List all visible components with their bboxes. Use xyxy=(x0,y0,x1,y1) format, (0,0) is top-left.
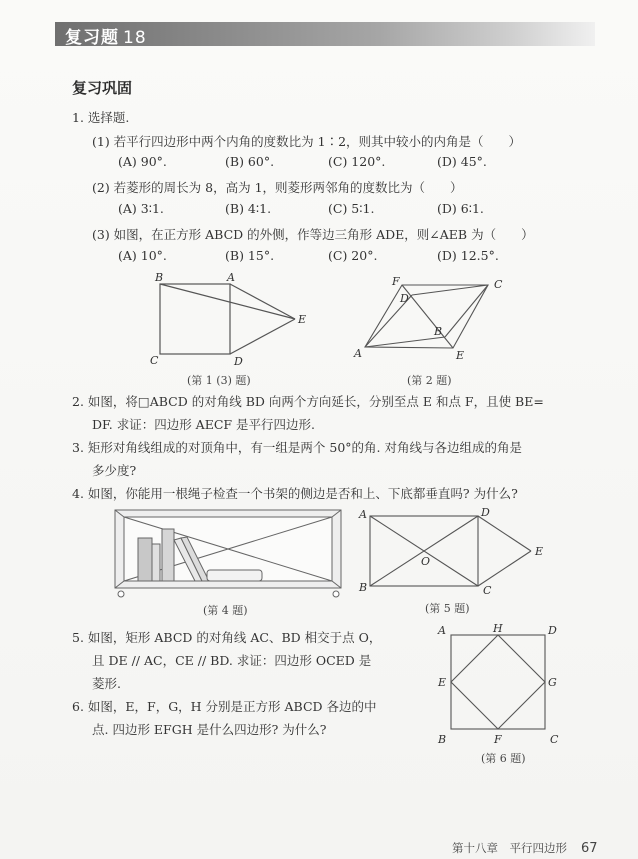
q1-sub2-option-d: (D) 6∶1. xyxy=(437,201,484,216)
svg-text:D: D xyxy=(548,624,557,637)
q1-sub2-option-c: (C) 5∶1. xyxy=(328,201,375,216)
q6-line2: 点. 四边形 EFGH 是什么四边形? 为什么? xyxy=(92,722,327,737)
figure-4-bookshelf xyxy=(112,508,344,600)
header-title-text: 复习题 xyxy=(65,28,119,48)
q2-line2: DF. 求证：四边形 AECF 是平行四边形. xyxy=(92,417,316,432)
rectangle-rhombus-diagram xyxy=(355,505,550,595)
svg-text:D: D xyxy=(400,292,409,305)
svg-text:G: G xyxy=(548,676,557,689)
q2-line1: 2. 如图，将□ABCD 的对角线 BD 向两个方向延长，分别至点 E 和点 F，且使 BE= xyxy=(72,394,544,409)
figure-1-3-caption: (第 1 (3) 题) xyxy=(187,374,251,387)
q1-sub1-option-b: (B) 60°. xyxy=(225,154,275,169)
svg-text:E: E xyxy=(298,313,307,326)
svg-text:H: H xyxy=(493,622,503,635)
figure-6-caption: (第 6 题) xyxy=(481,752,526,765)
q1-sub1-option-c: (C) 120°. xyxy=(328,154,386,169)
q5-line1: 5. 如图，矩形 ABCD 的对角线 AC、BD 相交于点 O， xyxy=(72,630,382,645)
svg-text:C: C xyxy=(494,278,503,291)
svg-text:B: B xyxy=(434,325,443,338)
square-midpoints-diagram xyxy=(432,622,567,747)
section-title: 复习巩固 xyxy=(72,79,133,97)
svg-text:O: O xyxy=(421,555,431,568)
figure-5-caption: (第 5 题) xyxy=(425,602,470,615)
q1-sub1-option-a: (A) 90°. xyxy=(118,154,167,169)
figure-4-caption: (第 4 题) xyxy=(203,604,248,617)
svg-text:C: C xyxy=(550,733,559,746)
svg-text:A: A xyxy=(359,508,367,521)
figure-2 xyxy=(352,275,517,365)
q1-sub2-option-a: (A) 3∶1. xyxy=(118,201,164,216)
footer-chapter: 第十八章 平行四边形 xyxy=(452,841,567,855)
svg-text:C: C xyxy=(150,354,159,367)
svg-text:B: B xyxy=(359,581,368,594)
q5-line3: 菱形. xyxy=(92,676,121,691)
header-number: 18 xyxy=(123,28,147,48)
svg-text:A: A xyxy=(227,272,235,284)
q1-sub1-option-d: (D) 45°. xyxy=(437,154,487,169)
q5-line2: 且 DE // AC，CE // BD. 求证：四边形 OCED 是 xyxy=(92,653,372,668)
figure-6 xyxy=(432,622,567,747)
svg-text:A: A xyxy=(354,347,362,360)
q1-sub3-option-c: (C) 20°. xyxy=(328,248,378,263)
svg-text:F: F xyxy=(494,733,502,746)
figure-5 xyxy=(355,505,550,595)
square-with-triangle-diagram xyxy=(145,272,315,372)
q1-sub3-option-a: (A) 10°. xyxy=(118,248,167,263)
q1-sub3-option-b: (B) 15°. xyxy=(225,248,275,263)
figure-1-3 xyxy=(145,272,315,372)
page-footer xyxy=(452,840,598,856)
page-number: 67 xyxy=(581,841,598,856)
q1-sub3-option-d: (D) 12.5°. xyxy=(437,248,499,263)
svg-text:E: E xyxy=(438,676,447,689)
svg-text:B: B xyxy=(438,733,447,746)
q3-line2: 多少度? xyxy=(92,463,137,478)
q1-sub2-option-b: (B) 4∶1. xyxy=(225,201,272,216)
q3-line1: 3. 矩形对角线组成的对顶角中，有一组是两个 50°的角. 对角线与各边组成的角是 xyxy=(72,440,522,455)
q1-sub2-stem: (2) 若菱形的周长为 8，高为 1，则菱形两邻角的度数比为（ ） xyxy=(92,180,463,195)
q1-sub1-stem: (1) 若平行四边形中两个内角的度数比为 1∶2，则其中较小的内角是（ ） xyxy=(92,134,522,149)
header-title xyxy=(65,23,147,48)
figure-2-caption: (第 2 题) xyxy=(407,374,452,387)
q4-line1: 4. 如图，你能用一根绳子检查一个书架的侧边是否和上、下底都垂直吗? 为什么? xyxy=(72,486,518,501)
q1-sub3-stem: (3) 如图，在正方形 ABCD 的外侧，作等边三角形 ADE，则∠AEB 为（ ） xyxy=(92,227,534,242)
svg-text:D: D xyxy=(234,355,243,368)
q6-line1: 6. 如图，E，F，G，H 分别是正方形 ABCD 各边的中 xyxy=(72,699,377,714)
svg-text:E: E xyxy=(456,349,465,362)
bookshelf-diagram xyxy=(112,508,344,600)
svg-text:D: D xyxy=(481,506,490,519)
svg-text:E: E xyxy=(535,545,544,558)
q1-label: 1. 选择题. xyxy=(72,110,130,125)
parallelogram-diagram xyxy=(352,275,517,365)
header-bar xyxy=(55,22,595,46)
svg-text:B: B xyxy=(155,272,164,284)
svg-text:A: A xyxy=(438,624,446,637)
svg-text:C: C xyxy=(483,584,492,595)
svg-text:F: F xyxy=(392,275,400,288)
